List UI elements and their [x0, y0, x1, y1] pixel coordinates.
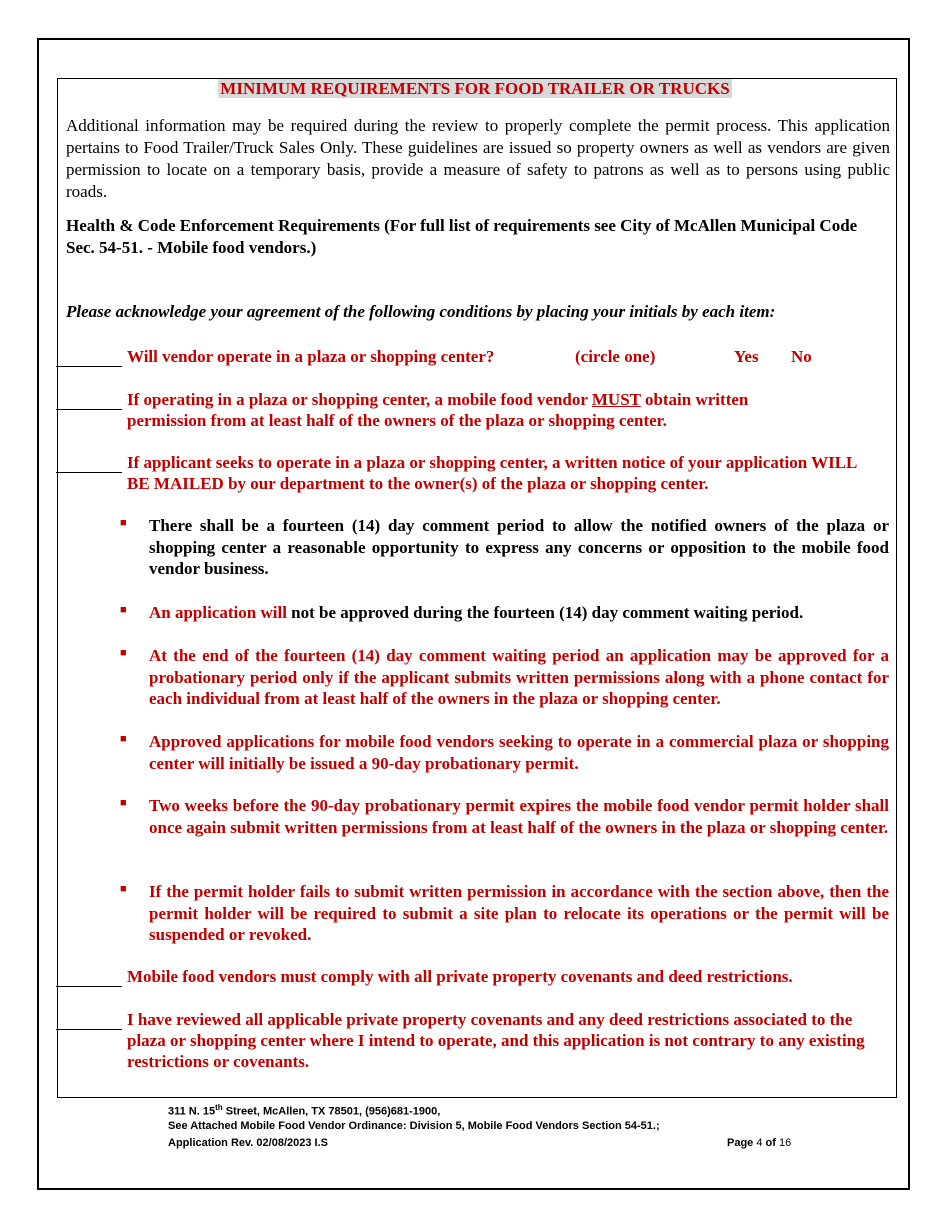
yes-option[interactable]: Yes	[734, 347, 759, 366]
bullet-90-day-permit: Approved applications for mobile food vendors seeking to operate in a commercial plaza or shopping center will initially be issued a 90-day probationary permit.	[149, 732, 889, 773]
bullet-icon: ■	[120, 733, 127, 745]
footer-ordinance: See Attached Mobile Food Vendor Ordinance: Division 5, Mobile Food Vendors Section 54-51.;	[168, 1120, 660, 1132]
bullet-fails-to-submit: If the permit holder fails to submit written permission in accordance with the section above, then the permit holder will be required to submit a site plan to relocate its operations or the permit will be suspended or revoked.	[149, 882, 889, 944]
bullet-icon: ■	[120, 883, 127, 895]
acknowledge-instruction: Please acknowledge your agreement of the following conditions by placing your initials by each item:	[66, 302, 776, 321]
initials-field-2[interactable]	[56, 389, 122, 410]
intro-paragraph: Additional information may be required during the review to properly complete the permit process. This application pertains to Food Trailer/Truck Sales Only. These guidelines are issued so property owners as well as vendors are given permission to locate on a temporary basis, provide a measure of safety to patrons as well as to persons using public roads.	[66, 116, 890, 201]
initials-field-3[interactable]	[56, 452, 122, 473]
page-title: MINIMUM REQUIREMENTS FOR FOOD TRAILER OR TRUCKS	[220, 79, 730, 98]
bullet-icon: ■	[120, 604, 127, 616]
bullet-icon: ■	[120, 517, 127, 529]
written-notice-item: If applicant seeks to operate in a plaza or shopping center, a written notice of your application WILL BE MAILED by our department to the owner(s) of the plaza or shopping center.	[127, 453, 857, 493]
footer-address: 311 N. 15th Street, McAllen, TX 78501, (956)681-1900,	[168, 1103, 441, 1118]
covenants-item: Mobile food vendors must comply with all private property covenants and deed restrictions.	[127, 967, 793, 986]
initials-field-4[interactable]	[56, 966, 122, 987]
footer-revision: Application Rev. 02/08/2023 I.S	[168, 1137, 328, 1149]
bullet-comment-period: There shall be a fourteen (14) day comment period to allow the notified owners of the plaza or shopping center a reasonable opportunity to express any concerns or opposition to the mobile food vendor business.	[149, 516, 889, 578]
circle-one-label: (circle one)	[575, 347, 656, 366]
initials-field-5[interactable]	[56, 1009, 122, 1030]
bullet-icon: ■	[120, 647, 127, 659]
written-permission-item: If operating in a plaza or shopping center, a mobile food vendor MUST obtain written permission from at least half of the owners of the plaza or shopping center.	[127, 390, 749, 430]
bullet-two-weeks-before: Two weeks before the 90-day probationary permit expires the mobile food vendor permit holder shall once again submit written permissions from at least half of the owners in the plaza or shopping center.	[149, 796, 889, 837]
reviewed-covenants-item: I have reviewed all applicable private property covenants and any deed restrictions associated to the plaza or shopping center where I intend to operate, and this application is not contrary to any existing restrictions or covenants.	[127, 1010, 865, 1071]
bullet-icon: ■	[120, 797, 127, 809]
plaza-question: Will vendor operate in a plaza or shopping center? (circle one) Yes No	[127, 347, 812, 366]
no-option[interactable]: No	[791, 347, 812, 366]
initials-field-1[interactable]	[56, 346, 122, 367]
bullet-not-approved: An application will not be approved during the fourteen (14) day comment waiting period.	[149, 603, 804, 622]
page-number: Page 4 of 16	[727, 1137, 792, 1149]
health-requirements-header: Health & Code Enforcement Requirements (For full list of requirements see City of McAllen Municipal Code Sec. 54-51. - Mobile food vendors.)	[66, 216, 858, 257]
must-emphasis: MUST	[591, 390, 641, 409]
bullet-probationary-approval: At the end of the fourteen (14) day comment waiting period an application may be approved for a probationary period only if the applicant submits written permissions along with a phone contact for each individual from at least half of the owners in the plaza or shopping center.	[149, 646, 889, 708]
